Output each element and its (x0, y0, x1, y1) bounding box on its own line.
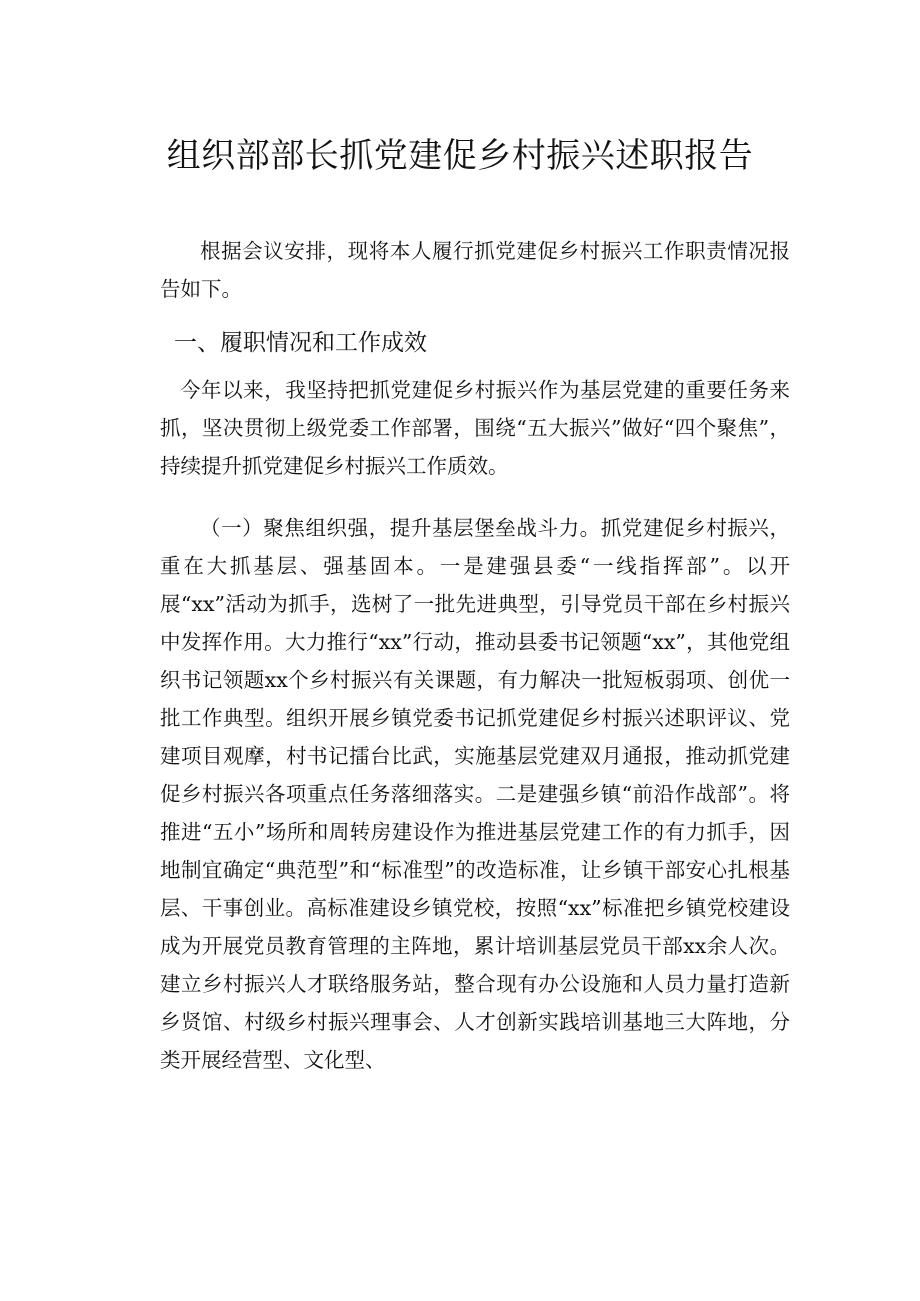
section-heading-1: 一、履职情况和工作成效 (174, 330, 427, 356)
intro-paragraph: 根据会议安排，现将本人履行抓党建促乡村振兴工作职责情况报告如下。 (160, 239, 790, 301)
document-title: 组织部部长抓党建促乡村振兴述职报告 (166, 136, 754, 176)
body-paragraph-1: 今年以来，我坚持把抓党建促乡村振兴作为基层党建的重要任务来抓，坚决贯彻上级党委工作部署，围绕“五大振兴”做好“四个聚焦”，持续提升抓党建促乡村振兴工作质效。 (160, 378, 790, 478)
body-paragraph-2: （一）聚焦组织强，提升基层堡垒战斗力。抓党建促乡村振兴，重在大抓基层、强基固本。一是建强县委“一线指挥部”。以开展“xx”活动为抓手，选树了一批先进典型，引导党员干部在乡村振兴中发挥作用。大力推行“xx”行动，推动县委书记领题“xx”，其他党组织书记领题xx个乡村振兴有关课题，有力解决一批短板弱项、创优一批工作典型。组织开展乡镇党委书记抓党建促乡村振兴述职评议、党建项目观摩，村书记擂台比武，实施基层党建双月通报，推动抓党建促乡村振兴各项重点任务落细落实。二是建强乡镇“前沿作战部”。将推进“五小”场所和周转房建设作为推进基层党建工作的有力抓手，因地制宜确定“典范型”和“标准型”的改造标准，让乡镇干部安心扎根基层、干事创业。高标准建设乡镇党校，按照“xx”标准把乡镇党校建设成为开展党员教育管理的主阵地，累计培训基层党员干部xx余人次。建立乡村振兴人才联络服务站，整合现有办公设施和人员力量打造新乡贤馆、村级乡村振兴理事会、人才创新实践培训基地三大阵地，分类开展经营型、文化型、 (160, 516, 790, 1072)
